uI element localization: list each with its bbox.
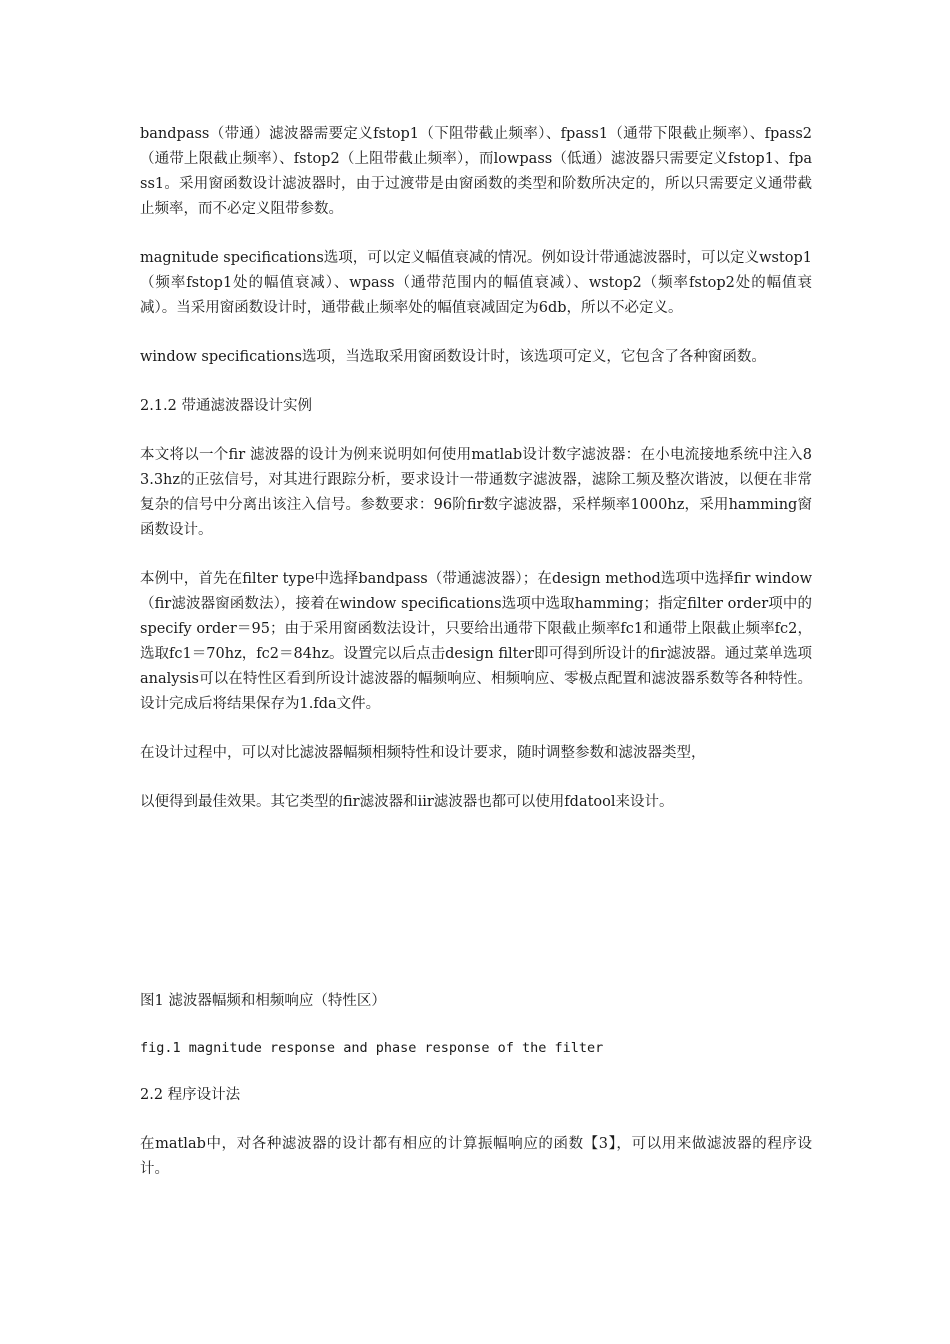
paragraph-program-design: 在matlab中，对各种滤波器的设计都有相应的计算振幅响应的函数【3】，可以用来做滤波器的程序设计。 xyxy=(140,1136,812,1177)
document-page xyxy=(140,122,812,1206)
figure-caption-chinese: 图1 滤波器幅频和相频响应（特性区） xyxy=(140,993,386,1009)
paragraph-example-intro: 本文将以一个fir 滤波器的设计为例来说明如何使用matlab设计数字滤波器：在小电流接地系统中注入83.3hz的正弦信号，对其进行跟踪分析，要求设计一带通数字滤波器，滤除工频及整次谐波，以便在非常复杂的信号中分离出该注入信号。参数要求：96阶fir数字滤波器，采样频率1000hz，采用hamming窗函数设计。 xyxy=(140,447,812,538)
section-heading-2-1-2: 2.1.2 带通滤波器设计实例 xyxy=(140,398,313,414)
figure-caption-english: fig.1 magnitude response and phase response of the filter xyxy=(140,1040,604,1056)
paragraph-bandpass-definition: bandpass（带通）滤波器需要定义fstop1（下阻带截止频率）、fpass1（通带下限截止频率）、fpass2（通带上限截止频率）、fstop2（上阻带截止频率），而lowpass（低通）滤波器只需要定义fstop1、fpass1。采用窗函数设计滤波器时，由于过渡带是由窗函数的类型和阶数所决定的，所以只需要定义通带截止频率，而不必定义阻带参数。 xyxy=(140,126,812,217)
figure-placeholder xyxy=(140,839,812,989)
paragraph-window-specifications: window specifications选项，当选取采用窗函数设计时，该选项可定义，它包含了各种窗函数。 xyxy=(140,349,766,365)
paragraph-other-types: 以便得到最佳效果。其它类型的fir滤波器和iir滤波器也都可以使用fdatool来设计。 xyxy=(140,794,674,810)
paragraph-example-steps: 本例中，首先在filter type中选择bandpass（带通滤波器）；在design method选项中选择fir window（fir滤波器窗函数法），接着在window specifications选项中选取hamming；指定filter order项中的specify order＝95；由于采用窗函数法设计，只要给出通带下限截止频率fc1和通带上限截止频率fc2，选取fc1＝70hz，fc2＝84hz。设置完以后点击design filter即可得到所设计的fir滤波器。通过菜单选项analysis可以在特性区看到所设计滤波器的幅频响应、相频响应、零极点配置和滤波器系数等各种特性。设计完成后将结果保存为1.fda文件。 xyxy=(140,571,812,712)
paragraph-magnitude-specifications: magnitude specifications选项，可以定义幅值衰减的情况。例如设计带通滤波器时，可以定义wstop1（频率fstop1处的幅值衰减）、wpass（通带范围内的幅值衰减）、wstop2（频率fstop2处的幅值衰减）。当采用窗函数设计时，通带截止频率处的幅值衰减固定为6db，所以不必定义。 xyxy=(140,250,812,316)
section-heading-2-2: 2.2 程序设计法 xyxy=(140,1087,241,1103)
paragraph-design-process: 在设计过程中，可以对比滤波器幅频相频特性和设计要求，随时调整参数和滤波器类型， xyxy=(140,745,706,761)
